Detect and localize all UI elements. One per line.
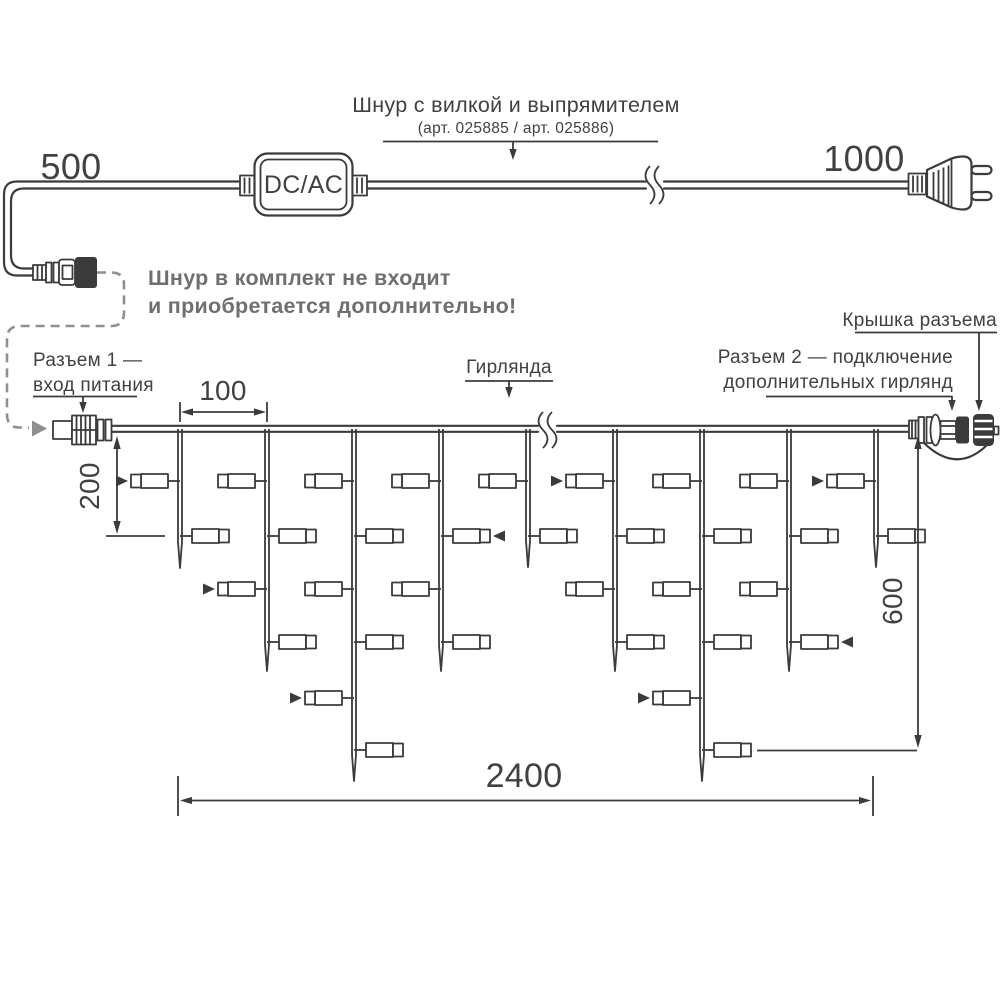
garland-drop [290, 429, 403, 781]
connector2-label-line2: дополнительных гирлянд [723, 372, 953, 393]
dimension-200 [74, 436, 165, 536]
cord-title: Шнур с вилкой и выпрямителем [352, 93, 680, 117]
led-bulb [402, 474, 429, 488]
connector-2-plug [956, 417, 969, 444]
bulb-cap [393, 530, 403, 543]
dim-arrow-down-icon [113, 521, 120, 534]
connector1-label [33, 350, 154, 413]
bulb-cap [393, 636, 403, 649]
bulb-cap [828, 530, 838, 543]
dcac-converter [240, 154, 367, 216]
led-bulb [141, 474, 168, 488]
garland-drop [551, 429, 664, 671]
led-bulb [663, 691, 690, 705]
led-bulb [627, 529, 654, 543]
led-bulb [750, 474, 777, 488]
dim-arrow-left-icon [181, 408, 193, 415]
led-bulb [453, 635, 480, 649]
drop-wire [178, 429, 182, 568]
dim-arrow-down-icon [914, 735, 921, 748]
note-line2: и приобретается дополнительно! [148, 294, 517, 318]
bulb-cap [915, 530, 925, 543]
bulb-cap [741, 530, 751, 543]
connector1-label-line1: Разъем 1 — [33, 350, 143, 371]
dcac-label: DC/AC [263, 171, 344, 199]
garland-break-icon [539, 412, 548, 448]
garland-drop [392, 429, 505, 671]
bulb-cap [479, 475, 489, 488]
dcac-left-nub [240, 176, 255, 196]
bulb-cap [306, 530, 316, 543]
cap-arrow-icon [975, 400, 982, 411]
bulb-cap [740, 583, 750, 596]
bulb-direction-arrow-icon [493, 531, 505, 542]
bulb-cap [480, 636, 490, 649]
bulb-cap [305, 583, 315, 596]
led-bulb [663, 474, 690, 488]
bulb-direction-arrow-icon [290, 693, 302, 704]
title-arrow-icon [509, 149, 516, 160]
led-bulb [627, 635, 654, 649]
led-bulb [315, 474, 342, 488]
led-bulb [540, 529, 567, 543]
bulb-cap [305, 692, 315, 705]
connector1-arrow-icon [79, 402, 86, 413]
bulb-cap [566, 475, 576, 488]
bulb-cap [741, 744, 751, 757]
dim-arrow-up-icon [113, 436, 120, 449]
led-bulb [801, 529, 828, 543]
cord-end-connector [33, 257, 97, 288]
bulb-cap [653, 583, 663, 596]
bulb-direction-arrow-icon [203, 584, 215, 595]
connector2-label [718, 347, 956, 411]
drop-wire [613, 429, 617, 671]
garland-drop [479, 429, 577, 567]
garland-label [465, 357, 553, 398]
drop-wire [526, 429, 530, 567]
bulb-cap [741, 636, 751, 649]
connector1-label-line2: вход питания [33, 375, 154, 396]
led-bulb [801, 635, 828, 649]
dim-500-label: 500 [40, 146, 102, 187]
bulb-cap [653, 692, 663, 705]
dimension-100 [180, 375, 267, 422]
bulb-cap [305, 475, 315, 488]
connector-2 [909, 414, 999, 459]
plug-pin-top [972, 166, 992, 174]
power-plug [909, 157, 992, 210]
bulb-cap [653, 475, 663, 488]
bulb-direction-arrow-icon [638, 693, 650, 704]
led-bulb [315, 691, 342, 705]
led-bulb [279, 529, 306, 543]
led-bulb [714, 635, 741, 649]
plug-pin-bottom [972, 192, 992, 200]
led-bulb [714, 529, 741, 543]
drop-wire [874, 429, 878, 567]
bulb-cap [828, 636, 838, 649]
cord-note [148, 266, 517, 318]
dim-100-label: 100 [199, 375, 247, 406]
led-bulb [576, 474, 603, 488]
bulb-direction-arrow-icon [812, 476, 824, 487]
bulb-cap [654, 636, 664, 649]
led-bulb [192, 529, 219, 543]
bulb-cap [219, 530, 229, 543]
bulb-cap [131, 475, 141, 488]
led-bulb [663, 582, 690, 596]
led-bulb [750, 582, 777, 596]
dim-200-label: 200 [74, 462, 105, 510]
cord-subtitle: (арт. 025885 / арт. 025886) [417, 120, 615, 137]
bulb-cap [392, 583, 402, 596]
led-bulb [402, 582, 429, 596]
led-bulb [366, 635, 393, 649]
dashed-route-arrow-icon [32, 421, 47, 437]
cord-wire-left-inner [11, 189, 240, 269]
garland-arrow-icon [505, 387, 512, 398]
garland-drop [638, 429, 751, 781]
connector-1 [53, 416, 112, 445]
cord-break-icon [646, 166, 655, 204]
bulb-cap [566, 583, 576, 596]
bulb-cap [392, 475, 402, 488]
garland-drop [203, 429, 316, 671]
led-bulb [366, 743, 393, 757]
dim-arrow-left-icon [180, 797, 192, 804]
bulb-cap [740, 475, 750, 488]
bulb-direction-arrow-icon [551, 476, 563, 487]
led-bulb [576, 582, 603, 596]
garland-label-text: Гирлянда [466, 357, 552, 378]
led-bulb [453, 529, 480, 543]
dim-arrow-right-icon [859, 797, 871, 804]
bulb-cap [393, 744, 403, 757]
led-bulb [279, 635, 306, 649]
bulb-cap [218, 583, 228, 596]
dimension-600 [757, 436, 922, 751]
garland-wire [112, 412, 913, 448]
bulb-cap [654, 530, 664, 543]
led-bulb [837, 474, 864, 488]
dimension-2400 [178, 757, 873, 816]
dim-2400-label: 2400 [485, 757, 563, 795]
dim-1000-label: 1000 [823, 138, 905, 179]
connector2-arrow-icon [948, 400, 955, 411]
led-bulb [366, 529, 393, 543]
bulb-cap [306, 636, 316, 649]
connector-cap [973, 414, 999, 446]
garland-drop [740, 429, 853, 671]
drop-wire [787, 429, 791, 671]
drop-wire [439, 429, 443, 671]
garland-drop [116, 429, 229, 568]
note-line1: Шнур в комплект не входит [148, 266, 451, 290]
dim-600-label: 600 [877, 577, 908, 625]
led-bulb [228, 474, 255, 488]
bulb-direction-arrow-icon [841, 637, 853, 648]
cord-wire-left-outer [4, 182, 240, 276]
cord-connector-plug [75, 257, 97, 288]
dim-arrow-right-icon [254, 408, 266, 415]
connector2-label-line1: Разъем 2 — подключение [717, 347, 953, 368]
drop-wire [265, 429, 269, 671]
cord-title-block [352, 93, 680, 160]
garland-drops [116, 429, 925, 781]
bulb-cap [827, 475, 837, 488]
cap-label-text: Крышка разъема [842, 310, 997, 331]
led-bulb [315, 582, 342, 596]
led-bulb [888, 529, 915, 543]
led-bulb [714, 743, 741, 757]
garland-drop [812, 429, 925, 567]
bulb-cap [218, 475, 228, 488]
led-bulb [489, 474, 516, 488]
led-bulb [228, 582, 255, 596]
bulb-cap [480, 530, 490, 543]
dcac-right-nub [353, 176, 368, 196]
bulb-cap [567, 530, 577, 543]
